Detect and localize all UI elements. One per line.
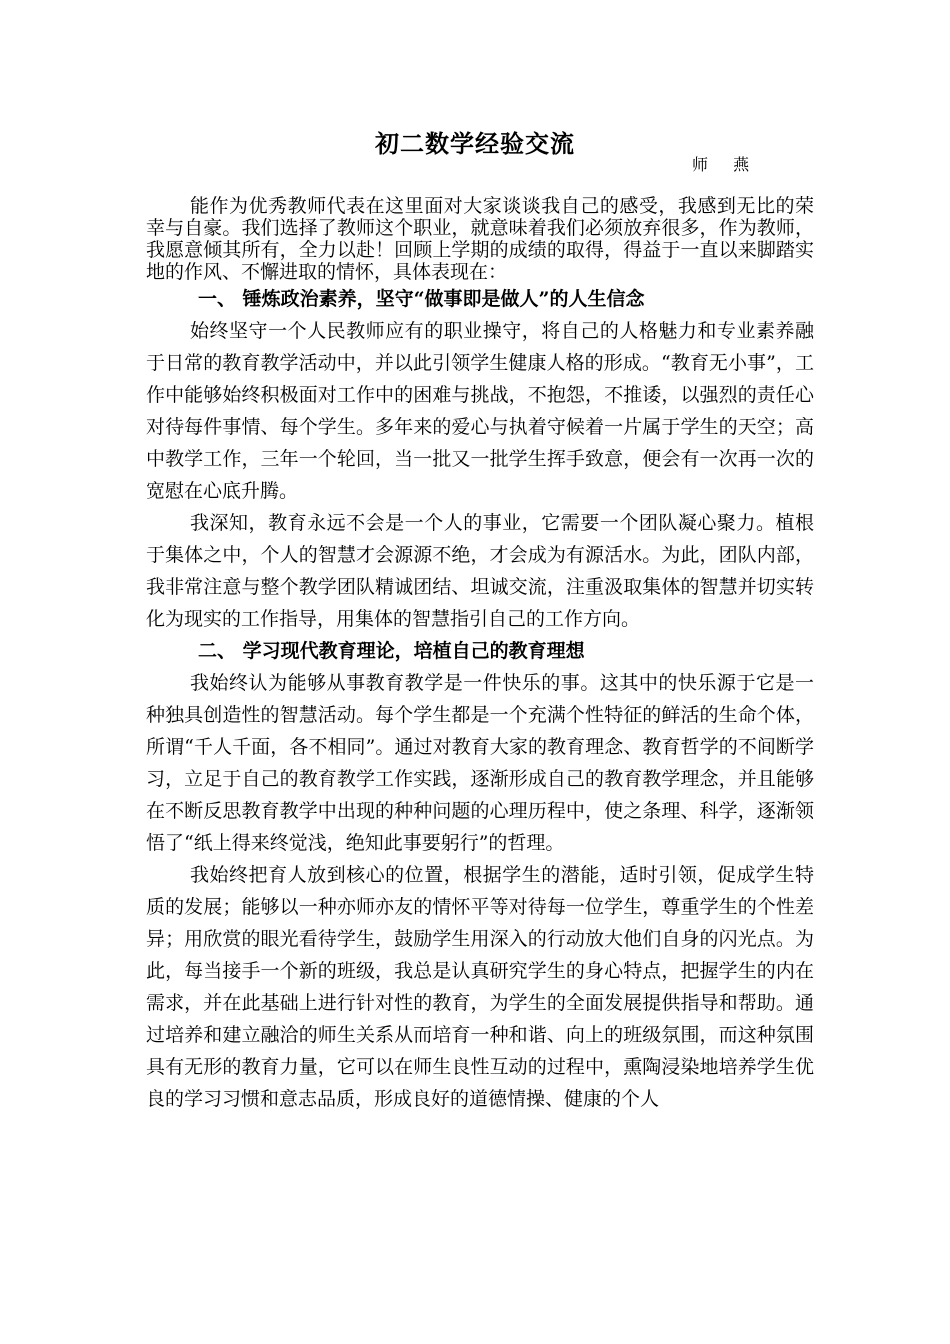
section-1-paragraph-1: 始终坚守一个人民教师应有的职业操守，将自己的人格魅力和专业素养融于日常的教育教学活动中，并以此引领学生健康人格的形成。“教育无小事”，工作中能够始终积极面对工作中的困难与挑战，不抱怨，不推诿，以强烈的责任心对待每件事情、每个学生。多年来的爱心与执着守候着一片属于学生的天空；高中教学工作，三年一个轮回，当一批又一批学生挥手致意，便会有一次再一次的宽慰在心底升腾。 xyxy=(146,320,814,502)
author-name: 师 燕 xyxy=(692,155,760,174)
document-title: 初二数学经验交流 xyxy=(375,129,575,158)
section-1-paragraph-2: 我深知，教育永远不会是一个人的事业，它需要一个团队凝心聚力。植根于集体之中，个人的智慧才会源源不绝，才会成为有源活水。为此，团队内部，我非常注意与整个教学团队精诚团结、坦诚交流，注重汲取集体的智慧并切实转化为现实的工作指导，用集体的智慧指引自己的工作方向。 xyxy=(146,512,814,630)
section-1-heading: 一、 锤炼政治素养，坚守“做事即是做人”的人生信念 xyxy=(198,288,645,310)
section-2-heading: 二、 学习现代教育理论，培植自己的教育理想 xyxy=(198,640,585,662)
section-2-paragraph-2: 我始终把育人放到核心的位置，根据学生的潜能，适时引领，促成学生特质的发展；能够以一种亦师亦友的情怀平等对待每一位学生，尊重学生的个性差异；用欣赏的眼光看待学生，鼓励学生用深入的行动放大他们自身的闪光点。为此，每当接手一个新的班级，我总是认真研究学生的身心特点，把握学生的内在需求，并在此基础上进行针对性的教育，为学生的全面发展提供指导和帮助。通过培养和建立融洽的师生关系从而培育一种和谐、向上的班级氛围，而这种氛围具有无形的教育力量，它可以在师生良性互动的过程中，熏陶浸染地培养学生优良的学习习惯和意志品质，形成良好的道德情操、健康的个人 xyxy=(146,864,814,1110)
document-body xyxy=(146,195,814,1115)
intro-paragraph: 能作为优秀教师代表在这里面对大家谈谈我自己的感受，我感到无比的荣幸与自豪。我们选择了教师这个职业，就意味着我们必须放弃很多，作为教师，我愿意倾其所有，全力以赴！回顾上学期的成绩的取得，得益于一直以来脚踏实地的作风、不懈进取的情怀，具体表现在： xyxy=(146,195,814,283)
section-2-paragraph-1: 我始终认为能够从事教育教学是一件快乐的事。这其中的快乐源于它是一种独具创造性的智慧活动。每个学生都是一个充满个性特征的鲜活的生命个体，所谓“千人千面，各不相同”。通过对教育大家的教育理念、教育哲学的不间断学习，立足于自己的教育教学工作实践，逐渐形成自己的教育教学理念，并且能够在不断反思教育教学中出现的种种问题的心理历程中，使之条理、科学，逐渐领悟了“纸上得来终觉浅，绝知此事要躬行”的哲理。 xyxy=(146,672,814,854)
